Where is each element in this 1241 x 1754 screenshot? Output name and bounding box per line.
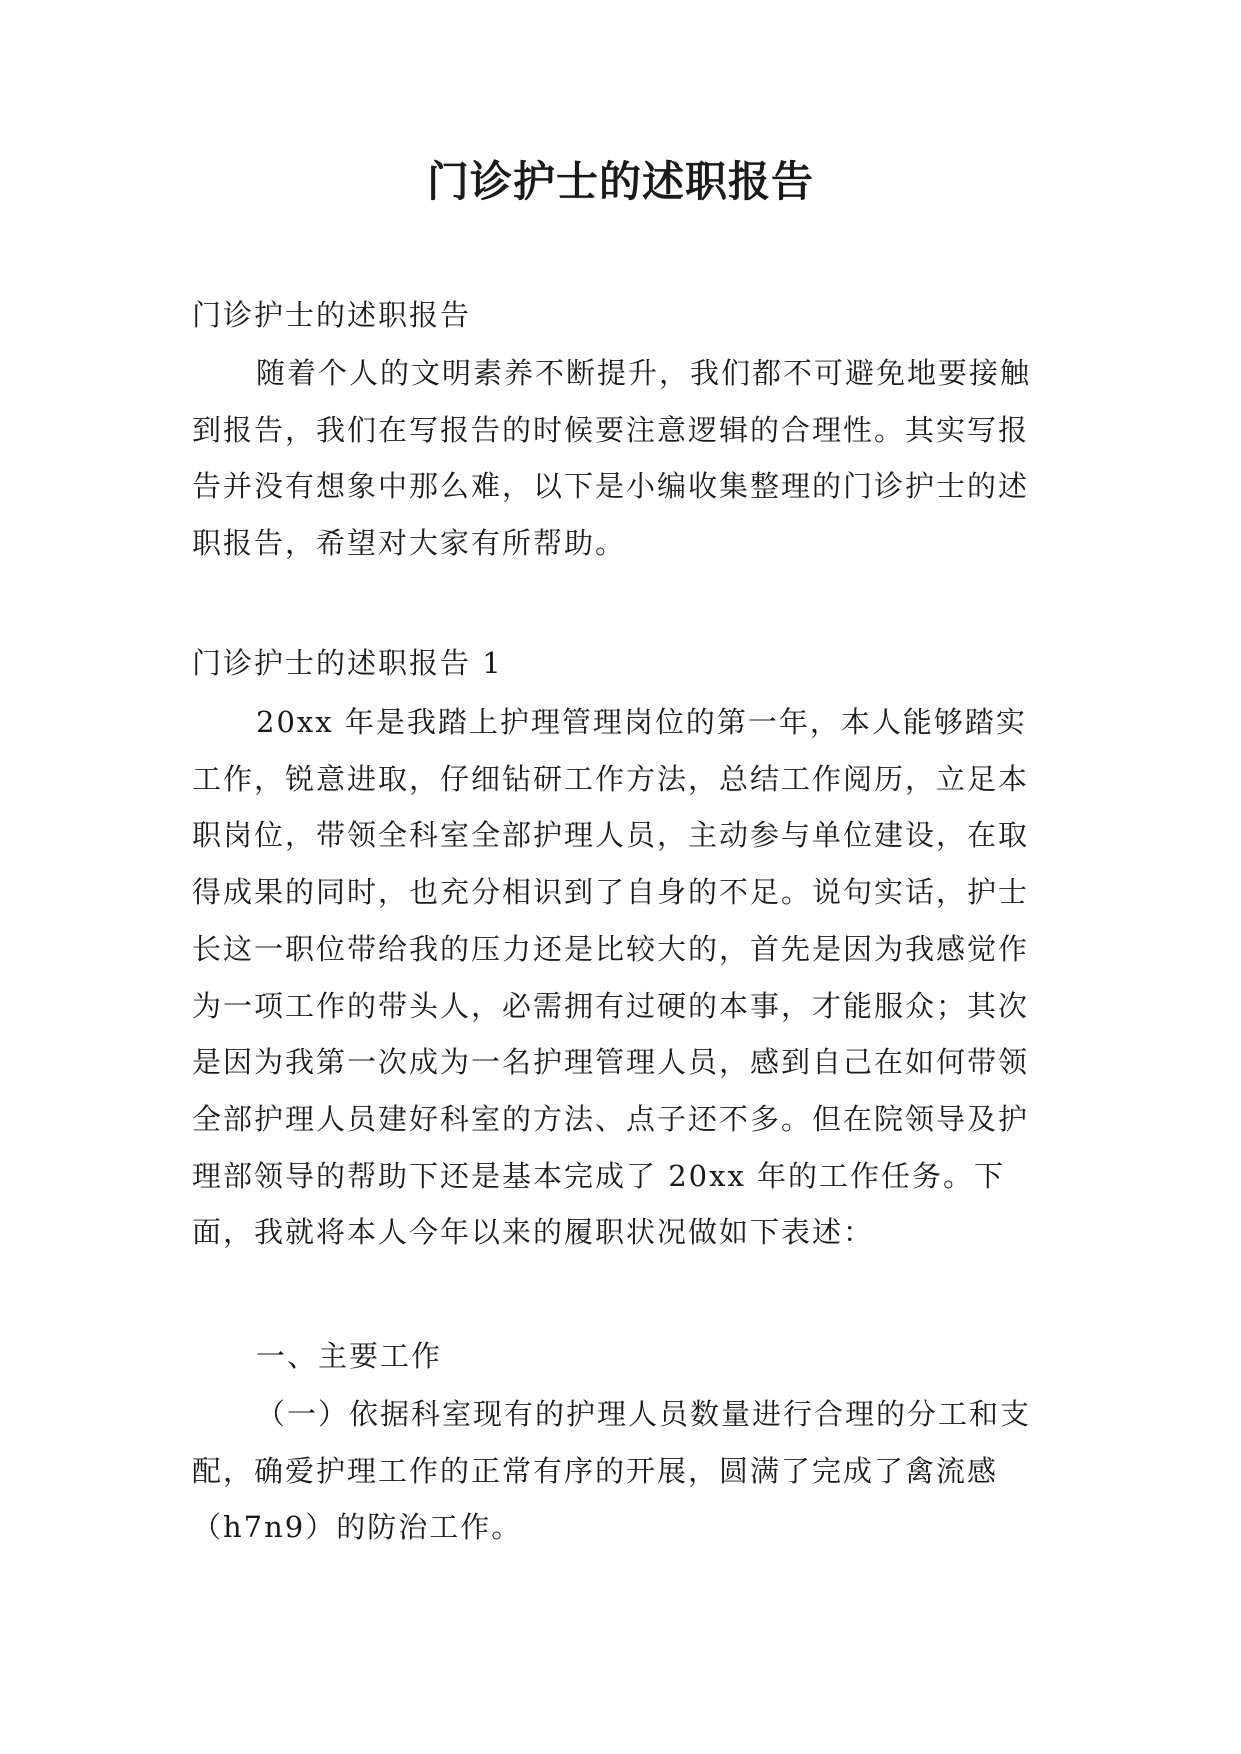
document-title: 门诊护士的述职报告 [426,157,814,206]
main-work-heading: 一、主要工作 [256,1339,443,1373]
section-1-paragraph: 20xx 年是我踏上护理管理岗位的第一年，本人能够踏实工作，锐意进取，仔细钻研工作方法，总结工作阅历，立足本职岗位，带领全科室全部护理人员，主动参与单位建设，在取得成果的同时，也充分相识到了自身的不足。说句实话，护士长这一职位带给我的压力还是比较大的，首先是因为我感觉作为一项工作的带头人，必需拥有过硬的本事，才能服众；其次是因为我第一次成为一名护理管理人员，感到自己在如何带领全部护理人员建好科室的方法、点子还不多。但在院领导及护理部领导的帮助下还是基本完成了 20xx 年的工作任务。下面，我就将本人今年以来的履职状况做如下表述： [192,705,1030,1250]
work-item-1: （一）依据科室现有的护理人员数量进行合理的分工和支配，确爱护理工作的正常有序的开展，圆满了完成了禽流感（h7n9）的防治工作。 [192,1397,1032,1545]
intro-heading: 门诊护士的述职报告 [192,298,472,332]
intro-paragraph: 随着个人的文明素养不断提升，我们都不可避免地要接触到报告，我们在写报告的时候要注意逻辑的合理性。其实写报告并没有想象中那么难，以下是小编收集整理的门诊护士的述职报告，希望对大家有所帮助。 [192,356,1032,561]
section-1-heading: 门诊护士的述职报告 1 [192,646,503,680]
